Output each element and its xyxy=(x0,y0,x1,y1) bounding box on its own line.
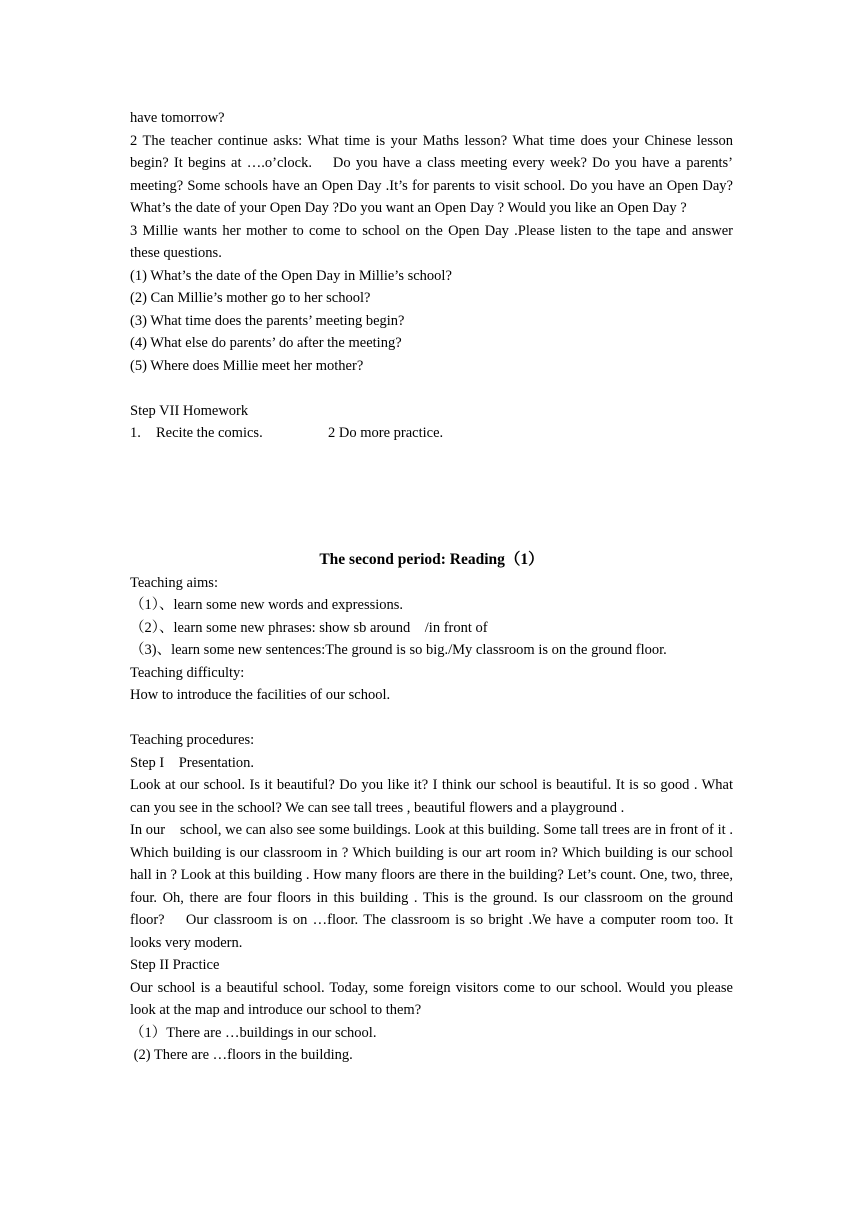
homework-item: Recite the comics. xyxy=(156,425,263,441)
subheading: Teaching difficulty: xyxy=(130,664,245,681)
text-line: have tomorrow? xyxy=(130,110,225,126)
step-heading: Step I Presentation. xyxy=(130,754,255,771)
question-item: (4) What else do parents’ do after the meeting? xyxy=(130,335,402,351)
aim-item: （3)、learn some new sentences:The ground is so big./My classroom is on the ground floor. xyxy=(130,642,667,658)
step-heading: Step II Practice xyxy=(130,957,220,973)
homework-number: 1. xyxy=(130,425,141,441)
homework-line xyxy=(130,422,733,445)
text-line: How to introduce the facilities of our school. xyxy=(130,687,391,703)
paragraph: Our school is a beautiful school. Today, some foreign visitors come to our school. Would you please look at the map and introduce our school to them? xyxy=(130,979,733,1018)
spacer xyxy=(130,445,733,548)
question-item: (3) What time does the parents’ meeting begin? xyxy=(130,312,405,329)
practice-item: （1）There are …buildings in our school. xyxy=(130,1024,377,1041)
question-item: (1) What’s the date of the Open Day in Millie’s school? xyxy=(130,267,452,284)
aim-item: （2）、learn some new phrases: show sb around /in front of xyxy=(130,619,488,636)
step-heading: Step VII Homework xyxy=(130,402,249,419)
aim-item: （1）、learn some new words and expressions. xyxy=(130,597,404,613)
spacer xyxy=(130,707,733,730)
spacer xyxy=(130,377,733,400)
paragraph: Look at our school. Is it beautiful? Do you like it? I think our school is beautiful. It is so good . What can you see in the school? We can see tall trees , beautiful flowers and a playground . xyxy=(130,777,733,816)
question-item: (2) Can Millie’s mother go to her school? xyxy=(130,290,371,306)
subheading: Teaching aims: xyxy=(130,574,218,591)
section-title: The second period: Reading（1） xyxy=(319,550,544,568)
paragraph: 3 Millie wants her mother to come to school on the Open Day .Please listen to the tape and answer these questions. xyxy=(130,222,733,261)
paragraph: 2 The teacher continue asks: What time is your Maths lesson? What time does your Chinese lesson begin? It begins at ….o’clock. Do you have a class meeting every week? Do you have a parents’ meeting? Some schools have an Open Day .It’s for parents to visit school. Do you have an Open Day? What’s the date of your Open Day ?Do you want an Open Day ? Would you like an Open Day ? xyxy=(130,132,733,216)
question-item: (5) Where does Millie meet her mother? xyxy=(130,357,364,374)
homework-item: 2 Do more practice. xyxy=(328,425,444,441)
practice-item: (2) There are …floors in the building. xyxy=(130,1047,353,1063)
document-body xyxy=(130,107,733,1067)
subheading: Teaching procedures: xyxy=(130,732,255,748)
paragraph: In our school, we can also see some buildings. Look at this building. Some tall trees are in front of it . Which building is our classroom in ? Which building is our art room in? Which building is our school hall in ? Look at this building . How many floors are there in the building? Let’s count. One, two, three, four. Oh, there are four floors in this building . This is the ground. Is our classroom on the ground floor? Our classroom is on …floor. The classroom is so bright .We have a computer room too. It looks very modern. xyxy=(130,822,733,951)
